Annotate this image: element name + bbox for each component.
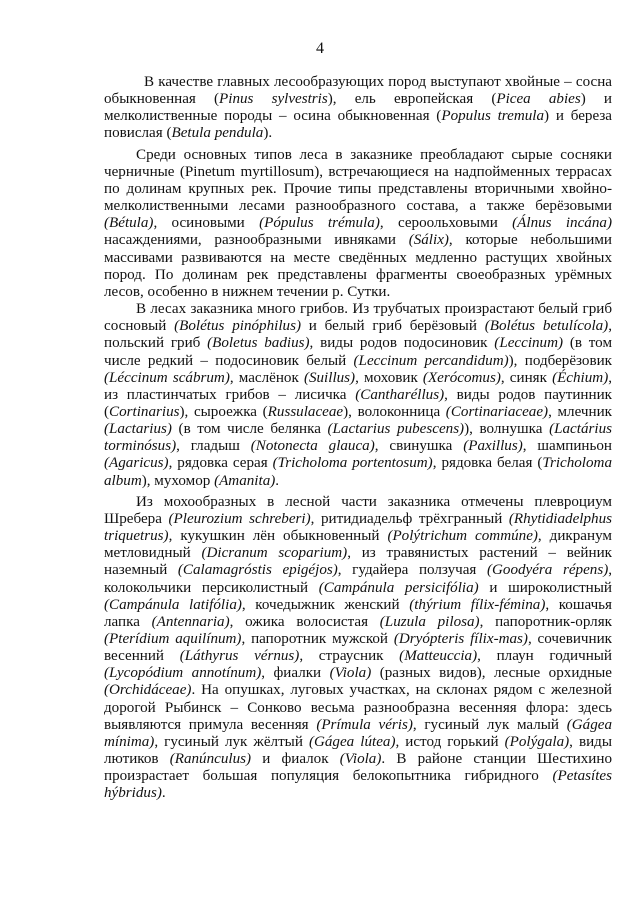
paragraph-3: В лесах заказника много грибов. Из трубчатых произрастают белый гриб сосновый (Bolétus pinóphilus) и белый гриб берёзовый (Bolétus betulícola), польский гриб (Boletus badius), виды родов подосиновик (Leccinum) (в том числе редкий – подосиновик белый (Leccinum percandidum)), подберёзовик (Léccinum scábrum), маслёнок (Suillus), моховик (Xerócomus), синяк (Échium), из пластинчатых грибов – лисичка (Cantharéllus), виды родов паутинник (Cortinarius), сыроежка (Russulaceae), волоконница (Cortinariaceae), млечник (Lactarius) (в том числе белянка (Lactarius pubescens)), волнушка (Lactárius torminósus), гладыш (Notonecta glauca), свинушка (Paxillus), шампиньон (Agaricus), рядовка серая (Tricholoma portentosum), рядовка белая (Tricholoma album), мухомор (Amanita). [104, 301, 613, 489]
paragraph-1: В качестве главных лесообразующих пород выступают хвойные – сосна обыкновенная (Pinus sylvestris), ель европейская (Picea abies) и мелколиственные породы – осина обыкновенная (Populus tremula) и береза повислая (Betula pendula). [104, 74, 612, 142]
page-number: 4 [316, 40, 324, 57]
paragraph-4: Из мохообразных в лесной части заказника отмечены плевроциум Шребера (Pleurozium schreberi), ритидиадельф трёхгранный (Rhytidiadelphus triquetrus), кукушкин лён обыкновенный (Polýtrichum commúne), дикранум метловидный (Dicranum scoparium), из травянистых растений – вейник наземный (Calamagróstis epigéjos), гудайера ползучая (Goodyéra répens), колокольчики персиколистный (Campánula persicifólia) и широколистный (Campánula latifólia), кочедыжник женский (thýrium fílix-fémina), кошачья лапка (Antennaria), ожика волосистая (Luzula pilosa), папоротник-орляк (Pterídium aquilínum), папоротник мужской (Dryópteris fílix-mas), сочевичник весенний (Láthyrus vérnus), страусник (Matteuccia), плаун годичный (Lycopódium annotínum), фиалки (Viola) (разных видов), лесные орхидные (Orchidáceae). На опушках, луговых участках, на склонах рядом с железной дорогой Рыбинск – Сонково весьма разнообразна весенняя флора: здесь выявляются примула весенняя (Prímula véris), гусиный лук малый (Gágea mínima), гусиный лук жёлтый (Gágea lútea), истод горький (Polýgala), виды лютиков (Ranúnculus) и фиалок (Viola). В районе станции Шестихино произрастает большая популяция белокопытника гибридного (Petasítes hýbridus). [104, 493, 613, 802]
paragraph-2: Среди основных типов леса в заказнике преобладают сырые сосняки черничные (Pinetum myrtillosum), встречающиеся на надпойменных террасах по долинам крупных рек. Прочие типы представлены вторичными хвойно-мелколиственными лесами разнообразного состава, а также берёзовыми (Bétula), осиновыми (Pópulus trémula), сероольховыми (Álnus incána) насаждениями, разнообразными ивняками (Sálix), которые небольшими массивами развиваются на месте сведённых медленно растущих хвойных пород. По долинам рек представлены фрагменты своеобразных урёмных лесов, особенно в нижнем течении р. Сутки. [104, 146, 612, 300]
body-text [104, 74, 612, 807]
